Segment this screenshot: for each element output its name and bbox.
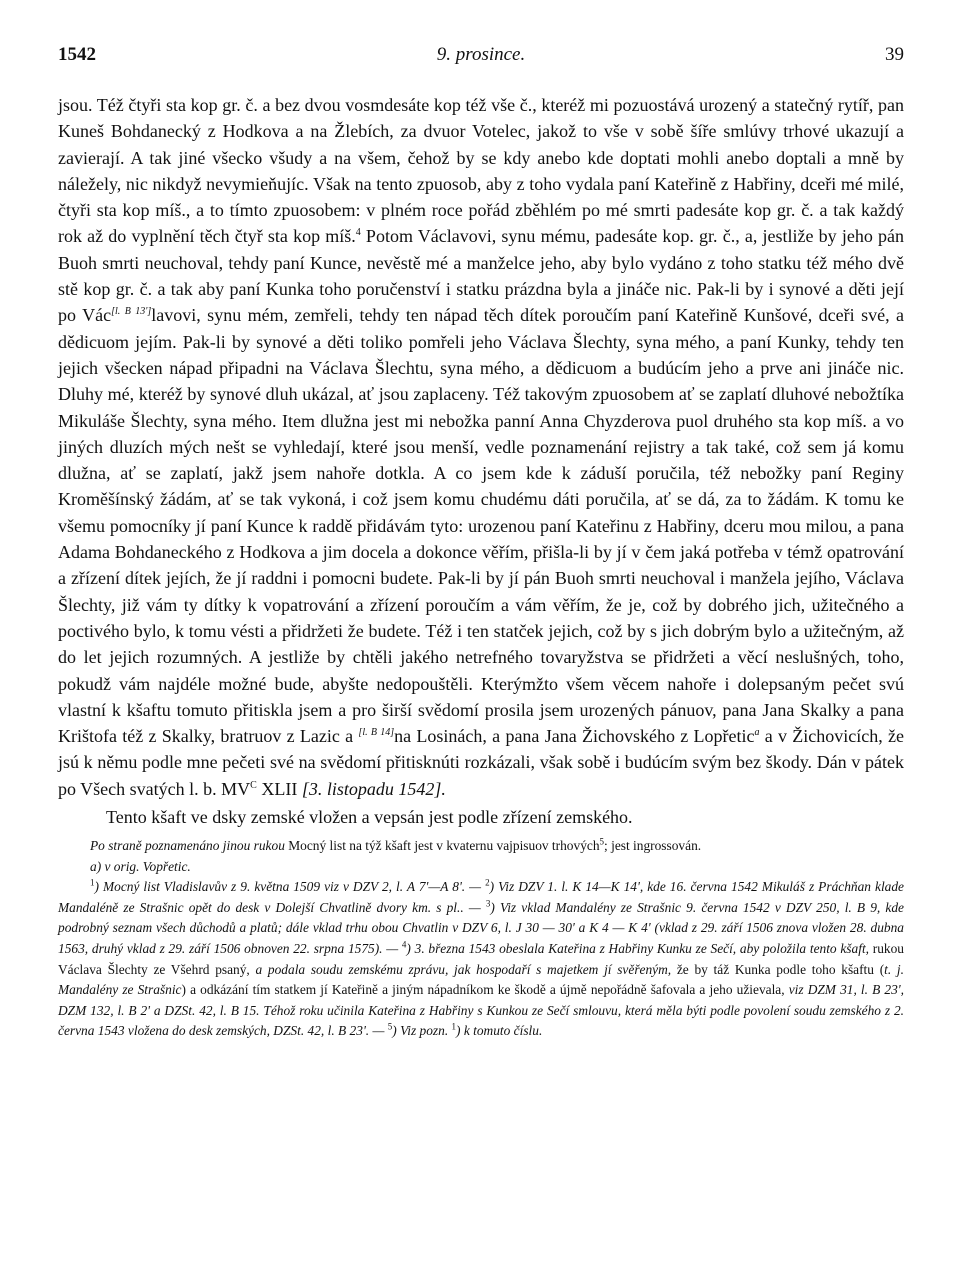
page-number: 39 bbox=[885, 44, 904, 65]
header-date: 9. prosince. bbox=[436, 44, 526, 65]
footnote-a: a) v orig. Vopřetic. bbox=[90, 858, 191, 874]
main-text: jsou. Též čtyři sta kop gr. č. a bez dvou vosmdesáte kop též vše č., kteréž mi pozuostává urozený a statečný rytíř, pan Kuneš Bohdanecký z Hodkova a na Žlebích, za dvuor Votelec, jakož to vše v sobě šíře smlúvy trhové ukazují a zavierají. A tak jiné všecko všudy a na všem, čehož by se kdy anebo kde doptati mohli anebo doptali a mně by náležely, nic nikdyž nevymieňujíc. Však na tento zpuosob, aby z toho vydala paní Kateřině z Habřiny, dceři mé milé, čtyři sta kop míš., a to tímto zpuosobem: v plném roce pořád zběhlém po mé smrti padesáte kop gr. č. a tak každý rok až do vyplnění těch čtyř sta kop míš.$^4$ Potom Václavovi, synu mému, padesáte kop. gr. č., a, jestliže by jeho pán Buoh smrti neuchoval, tehdy paní Kunce, nevěstě mé a manželce jeho, aby bylo vydáno z toho statku též mého dvě stě kop gr. č. a tak aby paní Kunka toho poručenství i statku prázdna byla a jináče nic. Pak-li by i synové a děti její po Vác[l. B 13']lavovi, synu mém, zemřeli, tehdy ten nápad těch dítek poroučím paní Kateřině Kunšové, dceři své, a dědicuom jejím. Pak-li by synové a děti toliko pomřeli jeho Václava Šlechty, syna mého, a paní Kunky, tehdy ten jejich všecken nápad připadni na Václava Šlechtu, syna mého, a dědicuom a budúcím jeho a prve ani jináče nic. Dluhy mé, kteréž by synové dluh ukázal, ať jsou zaplaceny. Též takovým zpuosobem ať se zaplatí dluhové nebožtíka Mikuláše Šlechty, syna mého. Item dlužna jest mi nebožka panní Anna Chyzderova puol druhého sta kop míš. a vo jiných dluzích mých nešt se vyhledají, které jsou menší, vedle poznamenání rejistry a tak také, což sem já komu dlužna, ať se zaplatí, jakž jsem nahoře dotkla. A co jsem kde k záduší poručila, též nebožky paní Reginy Kroměšínský žádám, ať se tak vykoná, i což jsem komu chudému dáti poručila, ať se dá, za to žádám. K tomu ke všemu pomocníky jí paní Kunce k raddě přidávám tyto: urozenou paní Kateřinu z Habřiny, dceru mou milou, a pana Adama Bohdaneckého z Hodkova a jim docela a dokonce věřím, přišla-li by jí v čem jaká potřeba v témž opatrování a zřízení dítek jejích, že jí raddni i pomocni budete. Pak-li by jí pán Buoh smrti neuchoval i manžela jejího, Václava Šlechty, již vám ty dítky k vopatrování a zřízení poroučím a vám věřím, že je, což by dobrého jich, užitečného a poctivého bylo, k tomu vésti a přidržeti že budete. Též i ten statček jejich, což by s jich dobrým bylo a užitečným, až do let jejich rozumných. A jestliže by chtěli jakého netrefného tovaryžstva se přidržeti a věcí neslušných, toho, pokudž vám najdéle možné bude, abyšte nedopouštěli. Kterýmžto všem věcem nahoře i dolepsaným pečet svú vlastní k kšaftu tomuto přitiskla jsem a pro širší svědomí prosila jsem urozených pánuov, pana Jana Skalky a pana Krištofa též z Skalky, bratruov z Lazic a [l. B 14]na Losinách, a pana Jana Žichovského z Lopřetic$^a$ a v Žichovicích, že jsú k němu podle mne pečeti své na svědomí přitisknúti rozkázali, však sobě i budúcím svým bez škody. Dán v pátek po Všech svatých l. b. $MV^C$ XLII [3. listopadu 1542]. bbox=[58, 95, 904, 799]
page-header bbox=[58, 40, 904, 76]
date-annotation: [3. listopadu 1542]. bbox=[301, 778, 446, 799]
footnote-ref[interactable]: 4 bbox=[355, 227, 361, 239]
footnote-ref[interactable]: a bbox=[754, 727, 760, 739]
folio-marker: [l. B 14] bbox=[358, 727, 395, 739]
footnotes bbox=[58, 836, 904, 1042]
margin-note: Po straně poznamenáno jinou rukou Mocný list na týž kšaft jest v kvaternu vajpisuov trhových$^5$; jest ingrossován. bbox=[90, 836, 702, 854]
document-page bbox=[58, 40, 904, 1042]
header-year: 1542 bbox=[58, 44, 96, 65]
footnote-list: $^1$) Mocný list Vladislavův z 9. května 1509 viz v DZV 2, l. A 7'—A 8'. — $^2$) Viz DZV 1. l. K 14—K 14', kde 16. června 1542 Mikuláš z Práchňan klade Mandaléně ze Strašnic opět do desk v Dolejší Chvatlině dvory km. s pl.. — $^3$) Viz vklad Mandalény ze Strašnic 9. června 1542 v DZV 250, l. B 9, kde podrobný seznam všech důchodů a platů; dále vklad trhu obou Chvatlin v DZV 6, l. J 30 — 30' a K 4 — K 4' (vklad z 29. září 1506 znova vložen 28. dubna 1563, druhý vklad z 29. září 1506 obnoven 22. srpna 1575). — $^4$) 3. března 1543 obeslala Kateřina z Habřiny Kunku ze Sečí, aby položila tento kšaft, rukou Václava Šlechty ze Všehrd psaný, a podala soudu zemskému zprávu, jak hospodaří s majetkem jí svěřeným, že by táž Kunka podle toho kšaftu (t. j. Mandalény ze Strašnic) a odkázání tím statkem jí Kateřině a jiným nápadníkom ke škodě a újmě nepořádně šafovala a jeho užievala, viz DZM 31, l. B 23', DZM 132, l. B 2' a DZSt. 42, l. B 15. Téhož roku učinila Kateřina z Habřiny s Kunkou ze Sečí smlouvu, která měla býti podle povolení soudu zemského z 2. června 1543 vložena do desk zemských, DZSt. 42, l. B 23'. — $^5$) Viz pozn. $^1$) k tomuto číslu. bbox=[58, 877, 905, 1039]
folio-marker: [l. B 13'] bbox=[111, 306, 152, 318]
registration-paragraph: Tento kšaft ve dsky zemské vložen a vepsán jest podle zřízení zemského. bbox=[106, 807, 633, 828]
